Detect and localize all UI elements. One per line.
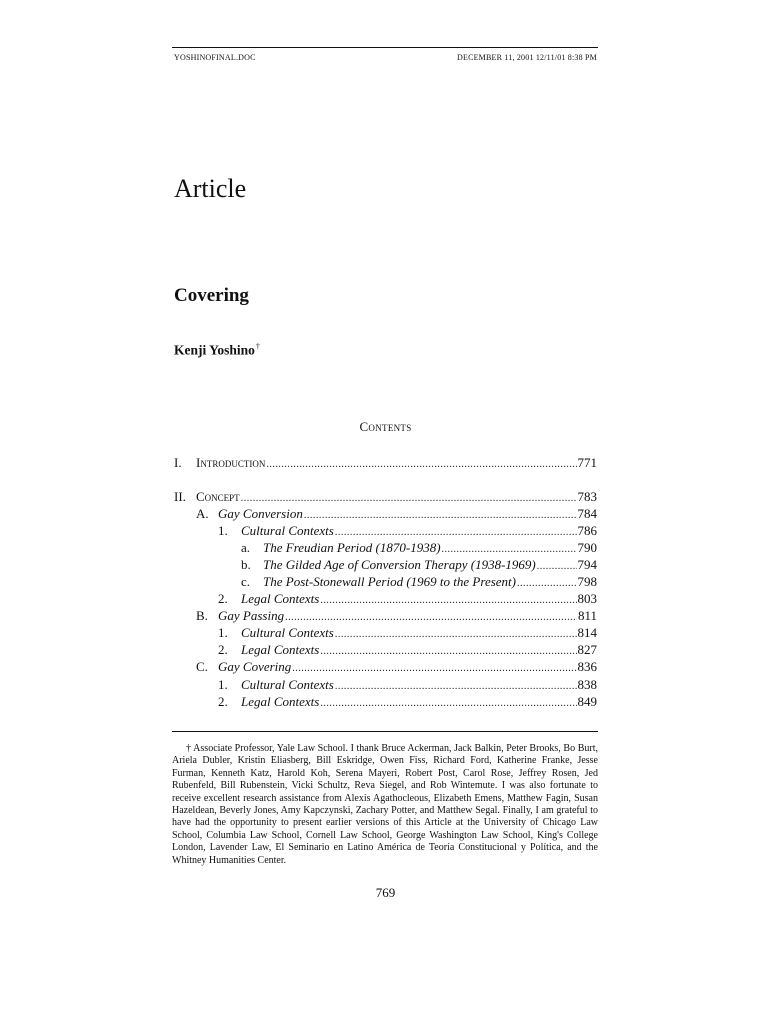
toc-entry-gay-conversion[interactable] [196, 506, 597, 523]
toc-entry-page: 798 [577, 574, 597, 589]
toc-entry-gay-covering[interactable] [196, 659, 597, 676]
toc-entry-label: Concept [196, 489, 240, 504]
author-byline [174, 342, 260, 359]
author-footnote-mark[interactable]: † [255, 342, 260, 351]
toc-leader-dots [442, 544, 577, 555]
toc-entry-page: 783 [577, 489, 597, 504]
toc-entry-post-stonewall[interactable] [241, 574, 597, 591]
header-rule [172, 47, 598, 48]
toc-leader-dots [335, 527, 577, 538]
toc-entry-page: 849 [577, 694, 597, 709]
toc-entry-label: Cultural Contexts [241, 523, 334, 538]
toc-leader-dots [320, 595, 576, 606]
toc-entry-number: A. [196, 506, 209, 521]
toc-entry-label: Legal Contexts [241, 694, 320, 709]
toc-entry-freudian-period[interactable] [241, 540, 597, 557]
toc-entry-label: Gay Covering [218, 659, 292, 674]
toc-entry-number: I. [174, 455, 182, 470]
toc-leader-dots [320, 646, 576, 657]
toc-entry-page: 838 [577, 677, 597, 692]
contents-heading: Contents [359, 419, 412, 434]
toc-entry-label: Introduction [196, 455, 266, 470]
toc-leader-dots [304, 510, 577, 521]
toc-entry-introduction[interactable] [174, 455, 597, 472]
toc-entry-page: 827 [577, 642, 597, 657]
toc-entry-page: 836 [577, 659, 597, 674]
toc-entry-number: 2. [218, 694, 228, 709]
toc-entry-covering-cultural-contexts[interactable] [218, 677, 597, 694]
toc-leader-dots [285, 612, 577, 623]
toc-entry-number: a. [241, 540, 251, 555]
toc-entry-label: Cultural Contexts [241, 625, 334, 640]
toc-entry-label: Gay Passing [218, 608, 285, 623]
toc-leader-dots [537, 561, 577, 572]
toc-entry-label: Cultural Contexts [241, 677, 334, 692]
toc-entry-label: The Gilded Age of Conversion Therapy (1938-1969) [263, 557, 536, 572]
toc-entry-passing-cultural-contexts[interactable] [218, 625, 597, 642]
author-name: Kenji Yoshino [174, 342, 255, 358]
article-title: Covering [174, 285, 249, 306]
article-label: Article [174, 174, 247, 203]
toc-leader-dots [335, 681, 577, 692]
toc-leader-dots [335, 629, 577, 640]
toc-entry-label: Legal Contexts [241, 642, 320, 657]
toc-entry-number: 1. [218, 523, 228, 538]
toc-entry-number: II. [174, 489, 186, 504]
toc-entry-number: b. [241, 557, 251, 572]
toc-entry-label: Gay Conversion [218, 506, 303, 521]
toc-leader-dots [517, 578, 577, 589]
toc-entry-label: The Freudian Period (1870-1938) [263, 540, 441, 555]
toc-entry-page: 794 [577, 557, 597, 572]
toc-entry-page: 803 [577, 591, 597, 606]
toc-leader-dots [320, 698, 576, 709]
toc-entry-number: 1. [218, 625, 228, 640]
toc-entry-label: The Post-Stonewall Period (1969 to the Present) [263, 574, 516, 589]
footnote-rule [172, 731, 598, 732]
toc-entry-number: 2. [218, 591, 228, 606]
toc-entry-passing-legal-contexts[interactable] [218, 642, 597, 659]
toc-entry-number: C. [196, 659, 208, 674]
toc-entry-conversion-legal-contexts[interactable] [218, 591, 597, 608]
toc-entry-gilded-age[interactable] [241, 557, 597, 574]
toc-entry-page: 771 [577, 455, 597, 470]
toc-entry-concept[interactable] [174, 489, 597, 506]
toc-leader-dots [292, 663, 576, 674]
toc-entry-number: 1. [218, 677, 228, 692]
toc-entry-page: 790 [577, 540, 597, 555]
toc-entry-gay-passing[interactable] [196, 608, 597, 625]
toc-entry-page: 814 [577, 625, 597, 640]
toc-entry-number: B. [196, 608, 208, 623]
toc-entry-conversion-cultural-contexts[interactable] [218, 523, 597, 540]
toc-leader-dots [241, 493, 577, 504]
toc-entry-page: 811 [577, 608, 597, 623]
author-footnote: † Associate Professor, Yale Law School. I thank Bruce Ackerman, Jack Balkin, Peter Brooks, Bo Burt, Ariela Dubler, Kristin Eliasberg, Bill Eskridge, Owen Fiss, Richard Ford, Katherine Franke, Jesse Furman, Kenneth Katz, Harold Koh, Serena Mayeri, Robert Post, Carol Rose, Jeffrey Rosen, Jed Rubenfeld, Bill Rubenstein, Vicki Schultz, Reva Siegel, and Rob Wintemute. I was also fortunate to receive excellent research assistance from Alexis Agathocleous, Elizabeth Emens, Matthew Fagin, Susan Hazeldean, Beverly Jones, Amy Kapczynski, Zachary Potter, and Matthew Segal. Finally, I am grateful to have had the opportunity to present earlier versions of this Article at the University of Chicago Law School, Columbia Law School, Cornell Law School, George Washington Law School, King's College London, Lavender Law, El Seminario en Latino América de Teoría Constitucional y Política, and the Whitney Humanities Center. [172, 743, 598, 866]
running-head-filename: YOSHINOFINAL.DOC [174, 53, 256, 62]
toc-entry-covering-legal-contexts[interactable] [218, 694, 597, 711]
toc-entry-label: Legal Contexts [241, 591, 320, 606]
running-head-date: DECEMBER 11, 2001 12/11/01 8:38 PM [457, 53, 597, 62]
page-number: 769 [375, 885, 396, 900]
toc-leader-dots [266, 459, 576, 470]
toc-entry-number: 2. [218, 642, 228, 657]
toc-entry-number: c. [241, 574, 251, 589]
toc-entry-page: 786 [577, 523, 597, 538]
toc-entry-page: 784 [577, 506, 597, 521]
